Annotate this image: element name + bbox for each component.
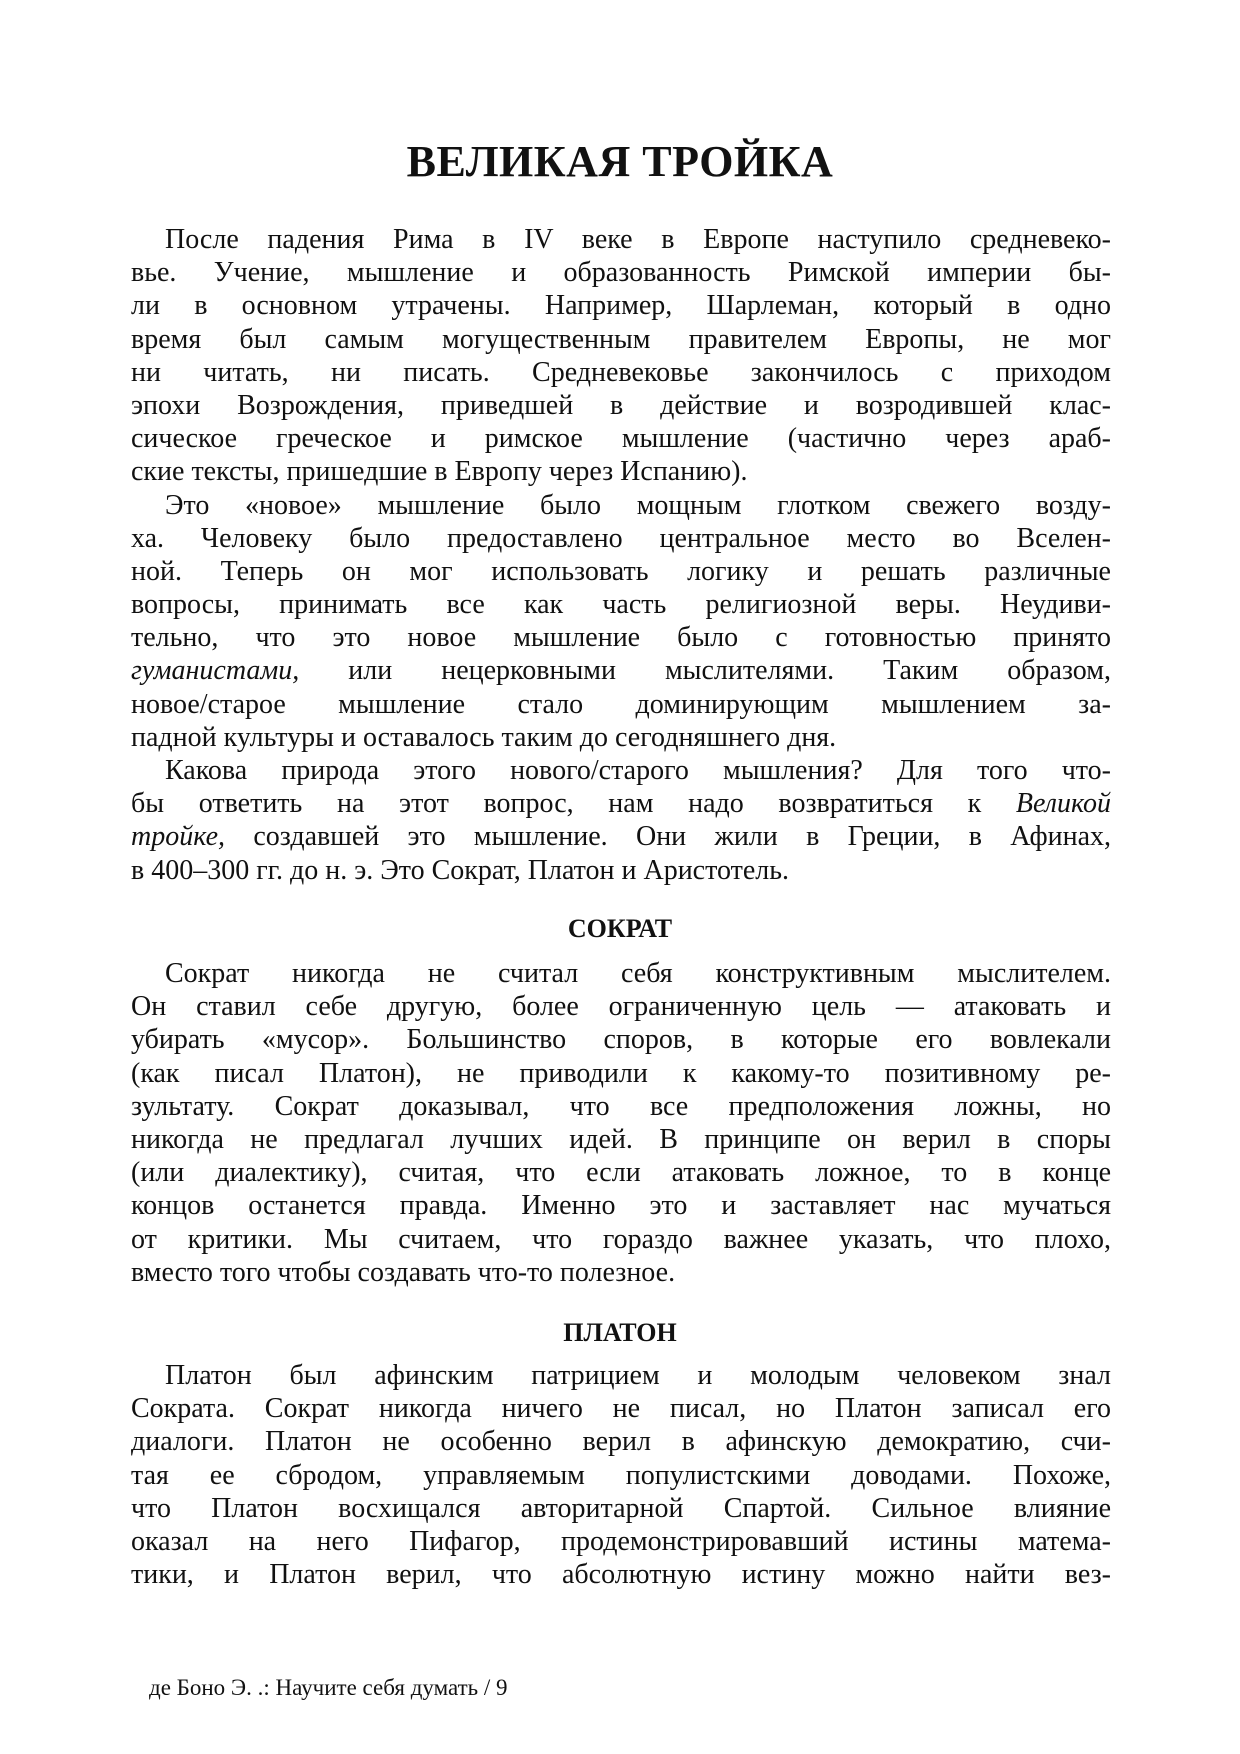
paragraph xyxy=(131,957,1111,1289)
text-line: Платон был афинским патрицием и молодым человеком знал xyxy=(165,1360,1111,1391)
text-line: оказал на него Пифагор, продемонстрировавший истины матема- xyxy=(131,1525,1111,1557)
text-line: ли в основном утрачены. Например, Шарлеман, который в одно xyxy=(131,290,1111,322)
text-line: вопросы, принимать все как часть религиозной веры. Неудиви- xyxy=(131,589,1111,621)
text-line: Какова природа этого нового/старого мышления? Для того что- xyxy=(165,755,1111,786)
text-line: падной культуры и оставалось таким до сегодняшнего дня. xyxy=(131,721,837,753)
text-line: новое/старое мышление стало доминирующим мышлением за- xyxy=(131,688,1111,720)
section-heading-socrates: СОКРАТ xyxy=(567,914,673,943)
paragraph xyxy=(131,223,1111,489)
text-line: тики, и Платон верил, что абсолютную истину можно найти вез- xyxy=(131,1559,1111,1591)
page-footer: де Боно Э. .: Научите себя думать / 9 xyxy=(149,1675,508,1700)
text-line: тая ее сбродом, управляемым популистскими доводами. Похоже, xyxy=(131,1459,1111,1491)
paragraph xyxy=(131,1359,1111,1591)
text-line: от критики. Мы считаем, что гораздо важнее указать, что плохо, xyxy=(131,1223,1111,1255)
section-heading-plato: ПЛАТОН xyxy=(563,1318,677,1347)
text-line: ха. Человеку было предоставлено центральное место во Вселен- xyxy=(131,522,1111,554)
text-line: вье. Учение, мышление и образованность Римской империи бы- xyxy=(131,257,1111,289)
text-line: в 400–300 гг. до н. э. Это Сократ, Платон и Аристотель. xyxy=(131,854,790,886)
text-line: сическое греческое и римское мышление (частично через араб- xyxy=(131,423,1111,455)
plato-text xyxy=(131,1359,1111,1591)
text-line: что Платон восхищался авторитарной Спартой. Сильное влияние xyxy=(131,1492,1111,1524)
text-line: ной. Теперь он мог использовать логику и решать различные xyxy=(131,555,1111,587)
text-line: тельно, что это новое мышление было с готовностью принято xyxy=(131,622,1111,654)
paragraph xyxy=(131,754,1111,887)
text-line: Сократа. Сократ никогда ничего не писал, но Платон записал его xyxy=(131,1393,1111,1425)
text-line: Сократ никогда не считал себя конструктивным мыслителем. xyxy=(165,958,1111,989)
text-line: убирать «мусор». Большинство споров, в которые его вовлекали xyxy=(131,1024,1111,1056)
text-line xyxy=(131,787,1111,820)
text-segment: бы ответить на этот вопрос, нам надо возвратиться к xyxy=(131,788,1016,820)
text-line: После падения Рима в IV веке в Европе наступило средневеко- xyxy=(165,224,1111,255)
intro-text xyxy=(131,223,1111,887)
text-line: концов останется правда. Именно это и заставляет нас мучаться xyxy=(131,1190,1111,1222)
text-segment: или нецерковными мыслителями. Таким образом, xyxy=(299,655,1111,687)
text-line: эпохи Возрождения, приведшей в действие и возродившей клас- xyxy=(131,389,1111,421)
text-line: Это «новое» мышление было мощным глотком свежего возду- xyxy=(165,489,1111,521)
italic-term: Великой xyxy=(1015,788,1111,820)
paragraph xyxy=(131,489,1111,755)
text-line: (как писал Платон), не приводили к какому-то позитивному ре- xyxy=(131,1057,1111,1089)
text-line: зультату. Сократ доказывал, что все предположения ложны, но xyxy=(131,1090,1111,1122)
text-line: вместо того чтобы создавать что-то полезное. xyxy=(131,1256,676,1288)
text-segment: создавшей это мышление. Они жили в Греции, в Афинах, xyxy=(225,821,1111,853)
page-title: ВЕЛИКАЯ ТРОЙКА xyxy=(406,137,834,186)
text-line: ни читать, ни писать. Средневековье закончилось с приходом xyxy=(131,356,1111,388)
text-line xyxy=(131,654,1111,687)
italic-term: гуманистами, xyxy=(131,655,300,687)
text-line: время был самым могущественным правителем Европы, не мог xyxy=(131,323,1111,355)
text-line: ские тексты, пришедшие в Европу через Испанию). xyxy=(131,456,748,488)
socrates-text xyxy=(131,957,1111,1289)
text-line: никогда не предлагал лучших идей. В принципе он верил в споры xyxy=(131,1123,1111,1155)
text-line: (или диалектику), считая, что если атаковать ложное, то в конце xyxy=(131,1157,1111,1189)
italic-term: тройке, xyxy=(131,821,226,853)
text-line xyxy=(131,820,1111,853)
text-line: диалоги. Платон не особенно верил в афинскую демократию, счи- xyxy=(131,1426,1111,1458)
text-line: Он ставил себе другую, более ограниченную цель — атаковать и xyxy=(131,991,1111,1023)
